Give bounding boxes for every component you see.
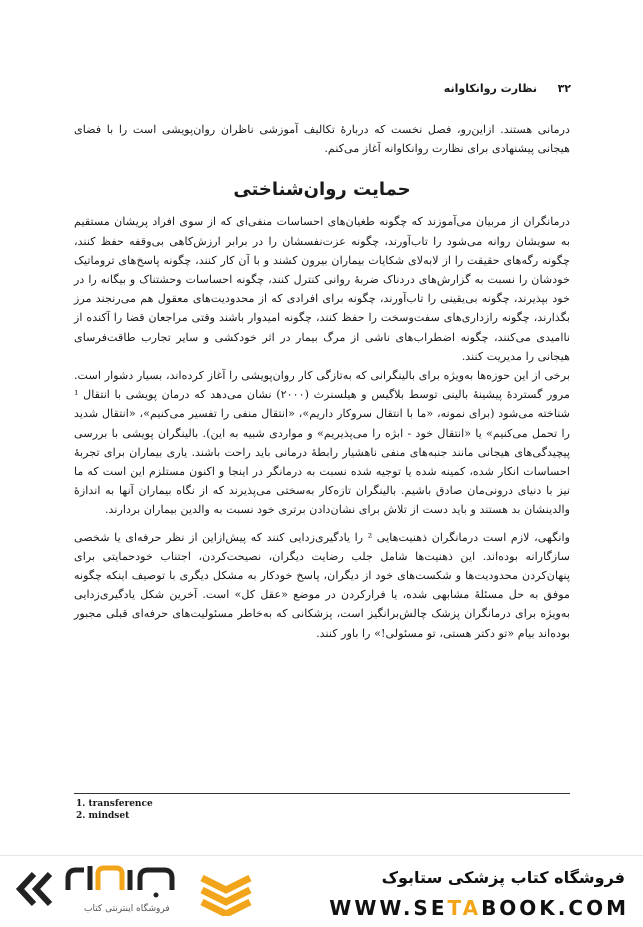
page-body [74,120,570,643]
shop-title: فروشگاه کتاب پزشکی ستابوک [381,868,625,887]
paragraph-2: برخی از این حوزه‌ها به‌ویژه برای بالینگرانی که به‌تازگی کار روان‌پویشی را آغاز کرده‌اند، بسیار دشوار است. مرور گستردهٔ پیشینهٔ بالینی توسط بلاگیس و هیلسنرث (۲۰۰۰) نشان می‌دهد که درمان پویشی با انتقال ¹ شناخته می‌شود (برای نمونه، «ما با انتقال سروکار داریم»، «انتقال منفی را تفسیر می‌کنیم»، «انتقال شدید را تحمل می‌کنیم» یا «انتقال خود - ابژه را می‌پذیریم» و مواردی شبیه به این). بالینگران پویشی با بررسی پیچیدگی‌های هیجانی مانند جنبه‌های منفی ناهشیار رابطهٔ درمانی باید راحت باشند. یاری بیماران برای تجربهٔ احساسات انکار شده، کمینه شده یا توجیه شده نسبت به درمانگر در اینجا و اکنون مستلزم این است که ما نیز با دنیای درونی‌مان صادق باشیم. بالینگران تازه‌کار به‌سختی می‌پذیرند که از نگاه بیماران آنها به اندازهٔ والدینشان بد هستند و باید دست از تلاش برای نشان‌دادن برتری خود نسبت به والدین بیماران بردارند. [74,369,570,517]
page-header [70,82,571,100]
running-title: نظارت روانکاوانه [443,82,537,95]
footnote-divider [74,793,570,794]
chevron-arrows-icon [14,870,60,908]
logo-tagline: فروشگاه اینترنتی کتاب [84,904,170,914]
setabook-logo-icon [64,860,184,900]
footnote-1: 1. transference [76,799,153,809]
url-part-2: BOOK.COM [481,896,629,920]
url-accent: TA [447,896,482,920]
page-number: ۳۲ [557,82,571,95]
paragraph-3: وانگهی، لازم است درمانگران ذهنیت‌هایی ² را یادگیری‌زدایی کنند که پیش‌ازاین از نظر حرفه‌ای یا شخصی سازگارانه بوده‌اند. این ذهنیت‌ها شامل جلب رضایت دیگران، نصیحت‌کردن، اجتناب خودحمایتی برای پنهان‌کردن محدودیت‌ها و شکست‌های خود از دیگران، پاسخ خودکار به مشکل دیگری با توصیف اینکه چگونه موفق به حل مسئلهٔ مشابهی شده، یا فرارکردن در موضع «عقل کل» است. آخرین شکل یادگیری‌زدایی به‌ویژه برای درمانگران پزشک چالش‌برانگیز است، پزشکانی که به‌خاطر مسئولیت‌های حرفه‌ای قبلی مجبور بوده‌اند بیام «تو دکتر هستی، تو مسئولی!» را باور کنند. [74,530,570,640]
footnotes [76,798,153,822]
section-title: حمایت روان‌شناختی [233,179,411,201]
intro-paragraph: درمانی هستند. ازاین‌رو، فصل نخست که دربارهٔ تکالیف آموزشی ناظران روان‌پویشی است را با فضای هیجانی پیشنهادی برای نظارت روانکاوانه آغاز می‌کنم. [74,123,570,156]
store-banner [0,855,643,927]
footnote-2: 2. mindset [76,811,130,821]
shop-url-link[interactable] [329,896,629,920]
url-part-1: WWW.SE [329,896,448,920]
paragraph-1: درمانگران از مربیان می‌آموزند که چگونه طغیان‌های احساسات منفی‌ای که از سوی افراد پریشان مستقیم به سویشان روانه می‌شود را تاب‌آورند، چگونه عزت‌نفسشان را در برابر ارزش‌کاهی بی‌وقفه حفظ کنند، چگونه رگه‌های حقیقت را از لابه‌لای شکایات بیماران بیرون کشند و با آن کار کنند، چگونه پاسخ‌های تروماتیک خودشان را نسبت به گزارش‌های دردناک ضربهٔ روانی کنترل کنند، چگونه احساسات وحشتناک و بیگانه را در خود بپذیرند، چگونه بی‌یقینی را تاب‌آورند، چگونه برای افرادی که از محدودیت‌های معقول هم می‌رنجند مرز بگذارند، چگونه رازداری‌های سفت‌وسخت را حفظ کنند، چگونه امیدوار باشند وقتی مراجعان قضا را آکنده از ناامیدی می‌کنند، چگونه اضطراب‌های ناشی از مرگ بیمار در اثر خودکشی و سایر تجارب طاقت‌فرسای هیجانی را مدیریت کنند. [74,215,570,363]
stacked-books-icon [196,870,256,916]
